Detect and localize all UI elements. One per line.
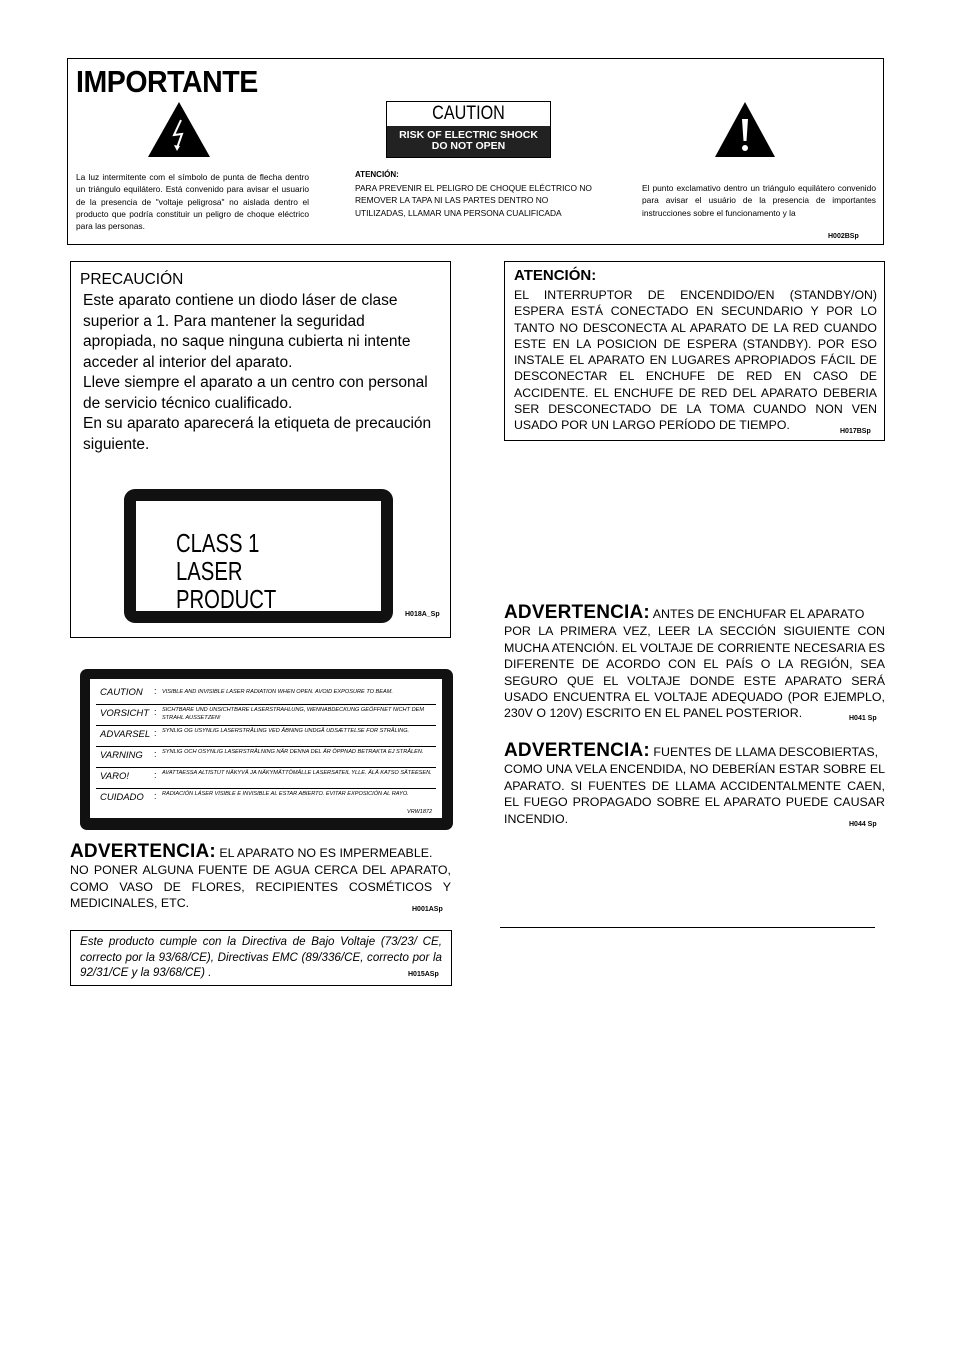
- directiva-text: Este producto cumple con la Directiva de Bajo Voltaje (73/23/ CE, correcto por la 93/68/CE), Directivas EMC (89/336/CE, correcto por la 92/31/CE y la 93/68/CE) .: [80, 935, 442, 979]
- advertencia-agua-text: NO PONER ALGUNA FUENTE DE AGUA CERCA DEL APARATO, COMO VASO DE FLORES, RECIPIENTES COSMÉTICOS Y MEDICINALES, ETC.: [70, 863, 451, 911]
- exclamation-warning-icon: [714, 101, 776, 158]
- laser-row-text: SYNLIG OCH OSYNLIG LASERSTRÅLNING NÄR DENNA DEL ÄR ÖPPNAD BETRAKTA EJ STRÅLEN.: [162, 749, 424, 755]
- importante-atencion-label: ATENCIÓN:: [355, 170, 399, 179]
- advertencia-llama-text: COMO UNA VELA ENCENDIDA, NO DEBERÍAN ESTAR SOBRE EL APARATO. SI FUENTES DE LLAMA ACCIDENTALMENTE CAEN, EL FUEGO PROPAGADO SOBRE EL APARATO PUEDE CAUSAR INCENDIO.: [504, 762, 885, 826]
- atencion-code: H017BSp: [840, 428, 871, 435]
- laser-row-text: AVATTAESSA ALTISTUT NÄKYVÄ JA NÄKYMÄTTÖMÄLLE LASERSATEIL YLLE. ÄLÄ KATSO SÄTEESEN.: [162, 770, 432, 776]
- precaucion-code: H018A_Sp: [405, 611, 440, 618]
- shock-warning: [387, 126, 550, 157]
- divider: [500, 927, 875, 928]
- advertencia-voltaje: [504, 602, 885, 722]
- caution-shock-label: [386, 101, 551, 158]
- laser-row-name: VORSICHT: [100, 708, 150, 719]
- laser-row-text: RADIACIÓN LÁSER VISIBLE E INVISIBLE AL ESTAR ABIERTO. EVITAR EXPOSICIÓN AL RAYO.: [162, 791, 409, 797]
- laser-row-colon: :: [154, 686, 157, 696]
- precaucion-line: siguiente.: [83, 435, 150, 453]
- atencion-text: EL INTERRUPTOR DE ENCENDIDO/EN (STANDBY/ON) ESPERA ESTÁ CONECTADO EN SECUNDARIO Y POR LO TANTO NO DESCONECTA AL APARATO DE LA RED CUANDO ESTE EN LA POSICION DE ESPERA (STANDBY). POR ESO INSTALE EL APARATO EN LUGARES APROPIADOS FÁCIL DE DESCONECTAR EL ENCHUFE DE RED EN CASO DE ACCIDENTE. EL ENCHUFE DE RED DEL APARATO DEBERIA SER DESCONECTADO DE LA TOMA CUANDO NON VEN USADO POR UN LARGO PERÍODO DE TIEMPO.: [514, 288, 877, 433]
- precaucion-line: de servicio técnico cualificado.: [83, 394, 293, 412]
- precaucion-line: Lleve siempre el aparato a un centro con personal: [83, 374, 428, 391]
- laser-row-name: ADVARSEL: [100, 729, 151, 740]
- laser-row-colon: :: [154, 749, 157, 759]
- laser-row-colon: :: [154, 728, 157, 738]
- laser-row-name: VARNING: [100, 750, 143, 761]
- advertencia-llama-head: ADVERTENCIA:: [504, 740, 650, 761]
- precaucion-line: apropiada, no saque ninguna cubierta ni intente: [83, 333, 411, 350]
- precaucion-title: PRECAUCIÓN: [80, 271, 184, 288]
- class1-line2: LASER PRODUCT: [176, 556, 277, 614]
- laser-row-colon: :: [154, 791, 157, 801]
- class1-line1: CLASS 1: [176, 528, 260, 558]
- laser-row-name: CAUTION: [100, 687, 143, 698]
- precaucion-body: [83, 291, 443, 455]
- shock-symbol-text: La luz intermitente com el símbolo de punta de flecha dentro un triángulo equilátero. Está convenido para avisar el usuario de la presencia de "voltaje peligrosa" no aislada dentro el producto que podría constituir un peligro de choque eléctrico para las personas.: [76, 172, 309, 232]
- laser-row: [96, 683, 436, 705]
- shock-warning-line1: RISK OF ELECTRIC SHOCK: [399, 129, 538, 141]
- shock-warning-line2: DO NOT OPEN: [431, 140, 506, 152]
- advertencia-voltaje-head: ADVERTENCIA:: [504, 602, 650, 623]
- electric-shock-warning-icon: [147, 101, 211, 158]
- caution-word: CAUTION: [432, 103, 505, 124]
- exclamation-symbol-text: El punto exclamativo dentro un triángulo equilátero convenido para avisar el usuário de la presencia de importantes instrucciones sobre el funcionamento y la: [642, 183, 876, 218]
- advertencia-llama: [504, 740, 885, 827]
- precaucion-line: superior a 1. Para mantener la seguridad: [83, 312, 365, 330]
- laser-row-colon: :: [154, 770, 157, 780]
- advertencia-llama-code: H044 Sp: [849, 821, 877, 828]
- importante-atencion-text: PARA PREVENIR EL PELIGRO DE CHOQUE ELÉCTRICO NO REMOVER LA TAPA NI LAS PARTES DENTRO NO UTILIZADAS, LLAMAR UNA PERSONA CUALIFICADA: [355, 183, 592, 218]
- precaucion-line: Este aparato contiene un diodo láser de clase: [83, 292, 398, 309]
- atencion-title: ATENCIÓN:: [514, 267, 597, 284]
- laser-row: [96, 704, 436, 726]
- laser-row-text: VISIBLE AND INVISIBLE LASER RADIATION WHEN OPEN. AVOID EXPOSURE TO BEAM.: [162, 689, 393, 695]
- directiva-code: H015ASp: [408, 971, 439, 978]
- laser-row-name: VARO!: [100, 771, 130, 782]
- advertencia-agua-code: H001ASp: [412, 906, 443, 913]
- precaucion-line: En su aparato aparecerá la etiqueta de precaución: [83, 415, 432, 432]
- advertencia-llama-first: FUENTES DE LLAMA DESCOBIERTAS,: [653, 745, 879, 759]
- laser-row-colon: :: [154, 707, 157, 717]
- laser-row: [96, 746, 436, 768]
- laser-row: [96, 767, 436, 789]
- advertencia-voltaje-text: POR LA PRIMERA VEZ, LEER LA SECCIÓN SIGUIENTE CON MUCHA ATENCIÓN. EL VOLTAJE DE CORRIENTE NECESARIA ES DIFERENTE DE ACORDO CON EL PAÍS O LA REGIÓN, SEA SEGURO QUE EL VOLTAJE DONDE ESTE APARATO SERÁ USADO ENCUENTRA EL VOLTAJE ADEQUADO (POR EJEMPLO, 230V O 120V) ESCRITO EN EL PANEL POSTERIOR.: [504, 624, 885, 721]
- laser-row-name: CUIDADO: [100, 792, 144, 803]
- laser-row-text: SYNLIG OG USYNLIG LASERSTRÅLING VED ÅBNING UNDGÅ UDSÆTTELSE FOR STRÅLING.: [162, 728, 410, 734]
- laser-row-text: SICHTBARE UND UNSICHTBARE LASERSTRAHLUNG, WENNABDECKUNG GEÖFFNET NICHT DEM STRAHL AUSSETZEN!: [162, 707, 424, 721]
- laser-row: [96, 725, 436, 747]
- laser-radiation-label-inner: [90, 679, 442, 818]
- class1-laser-label: [124, 489, 393, 623]
- laser-label-code: VRW1872: [407, 809, 432, 815]
- importante-title: IMPORTANTE: [76, 64, 258, 99]
- advertencia-agua-head: ADVERTENCIA:: [70, 841, 216, 862]
- laser-row: [96, 788, 436, 809]
- advertencia-agua: [70, 841, 451, 912]
- advertencia-agua-first: EL APARATO NO ES IMPERMEABLE.: [219, 846, 433, 860]
- advertencia-voltaje-code: H041 Sp: [849, 715, 877, 722]
- precaucion-line: acceder al interior del aparato.: [83, 353, 293, 371]
- advertencia-voltaje-first: ANTES DE ENCHUFAR EL APARATO: [652, 607, 865, 621]
- importante-code: H002BSp: [828, 233, 859, 240]
